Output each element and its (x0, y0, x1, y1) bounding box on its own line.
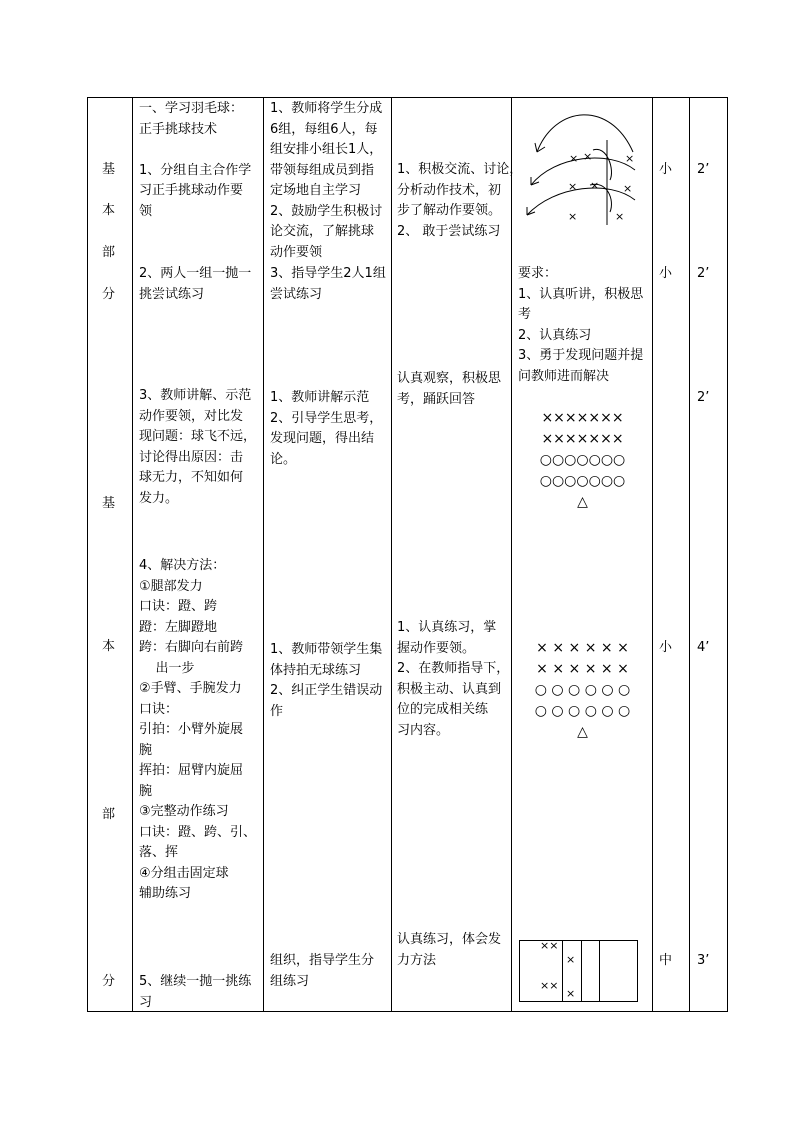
svg-text:×: × (615, 210, 625, 223)
time-value: 2’ (697, 266, 710, 281)
student-activity: 认真练习，体会发 力方法 (397, 932, 502, 968)
section-label: 分 (102, 974, 116, 989)
section-label: 部 (102, 807, 116, 822)
trajectory-diagram (515, 100, 650, 230)
content-block: 3、教师讲解、示范 动作要领，对比发 现问题：球飞不远， 讨论得出原因：击 球无力，不知如何 发力。 (139, 388, 257, 506)
requirements-text: 要求： 1、认真听讲，积极思 考 2、认真练习 3、勇于发现问题并提 问教师进而解决 (518, 266, 644, 384)
section-label: 本 (102, 203, 116, 218)
formation-grid-row: ○ ○ ○ ○ ○ ○ (534, 682, 631, 698)
svg-text:×: × (590, 179, 600, 192)
section-label: 本 (102, 639, 116, 654)
teacher-activity: 3、指导学生2人1组 尝试练习 (270, 266, 386, 302)
time-value: 3’ (697, 953, 710, 968)
content-block: 5、继续一抛一挑练 习 (139, 974, 252, 1010)
time-value: 2’ (697, 390, 710, 405)
section-label: 基 (102, 496, 116, 511)
intensity-value: 小 (659, 640, 673, 655)
student-activity: 1、认真练习，掌 握动作要领。 2、在教师指导下， 积极主动、认真到 位的完成相关练 习内容。 (397, 620, 510, 738)
section-label: 基 (102, 162, 116, 177)
teacher-activity: 1、教师带领学生集 体持拍无球练习 2、纠正学生错误动 作 (270, 642, 383, 719)
formation-grid-row: ××××××× (541, 410, 624, 426)
formation-grid-row: × × × × × × (536, 640, 629, 656)
column-divider (263, 97, 264, 1012)
intensity-value: 小 (659, 162, 673, 177)
section-label: 分 (102, 287, 116, 302)
student-activity: 认真观察，积极思 考，踊跃回答 (397, 371, 502, 407)
court-mark: ×× (540, 939, 559, 952)
section-label: 部 (102, 245, 116, 260)
svg-text:×: × (568, 210, 578, 223)
formation-grid-row: ○○○○○○○ (539, 452, 626, 468)
column-divider (652, 97, 653, 1012)
teacher-activity: 1、教师讲解示范 2、引导学生思考， 发现问题，得出结 论。 (270, 390, 383, 467)
intensity-value: 中 (659, 953, 673, 968)
column-divider (132, 97, 133, 1012)
time-value: 4’ (697, 640, 710, 655)
teacher-position: △ (577, 724, 588, 740)
content-block: 一、学习羽毛球： 正手挑球技术 1、分组自主合作学 习正手挑球动作要 领 (139, 101, 252, 219)
content-block: 4、解决方法： ①腿部发力 口诀：蹬、跨 蹬：左脚蹬地 跨：右脚向右前跨 出一步 ②手臂、手腕发力 口诀： 引拍：小臂外旋展 腕 挥拍：屈臂内旋屈 腕 ③完整动作练习 口诀：蹬、跨、引、 落、挥 ④分组击固定球 辅助练习 (139, 558, 257, 901)
svg-text:×: × (625, 152, 635, 165)
content-block: 2、两人一组一抛一 挑尝试练习 (139, 266, 252, 302)
court-mark: ×× (540, 979, 559, 992)
court-diagram (519, 940, 638, 1002)
column-divider (391, 97, 392, 1012)
teacher-activity: 1、教师将学生分成 6组，每组6人，每 组安排小组长1人， 带领每组成员到指 定场地自主学习 2、鼓励学生积极讨 论交流，了解挑球 动作要领 (270, 101, 383, 260)
student-activity: 1、积极交流、讨论， 分析动作技术，初 步了解动作要领。 2、 敢于尝试练习 (397, 162, 523, 239)
court-mark: × (566, 987, 576, 1000)
time-value: 2’ (697, 162, 710, 177)
column-divider (689, 97, 690, 1012)
formation-grid-row: ○ ○ ○ ○ ○ ○ (534, 703, 631, 719)
formation-grid-row: × × × × × × (536, 661, 629, 677)
court-mark: × (566, 953, 576, 966)
teacher-position: △ (577, 494, 588, 510)
court-line (562, 941, 563, 1001)
formation-grid-row: ○○○○○○○ (539, 473, 626, 489)
teacher-activity: 组织，指导学生分 组练习 (270, 953, 375, 989)
svg-text:×: × (623, 182, 633, 195)
court-line (599, 941, 600, 1001)
court-line (581, 941, 582, 1001)
intensity-value: 小 (659, 266, 673, 281)
svg-text:×: × (568, 180, 578, 193)
svg-text:×: × (583, 150, 593, 163)
formation-grid-row: ××××××× (541, 431, 624, 447)
svg-text:×: × (569, 152, 579, 165)
